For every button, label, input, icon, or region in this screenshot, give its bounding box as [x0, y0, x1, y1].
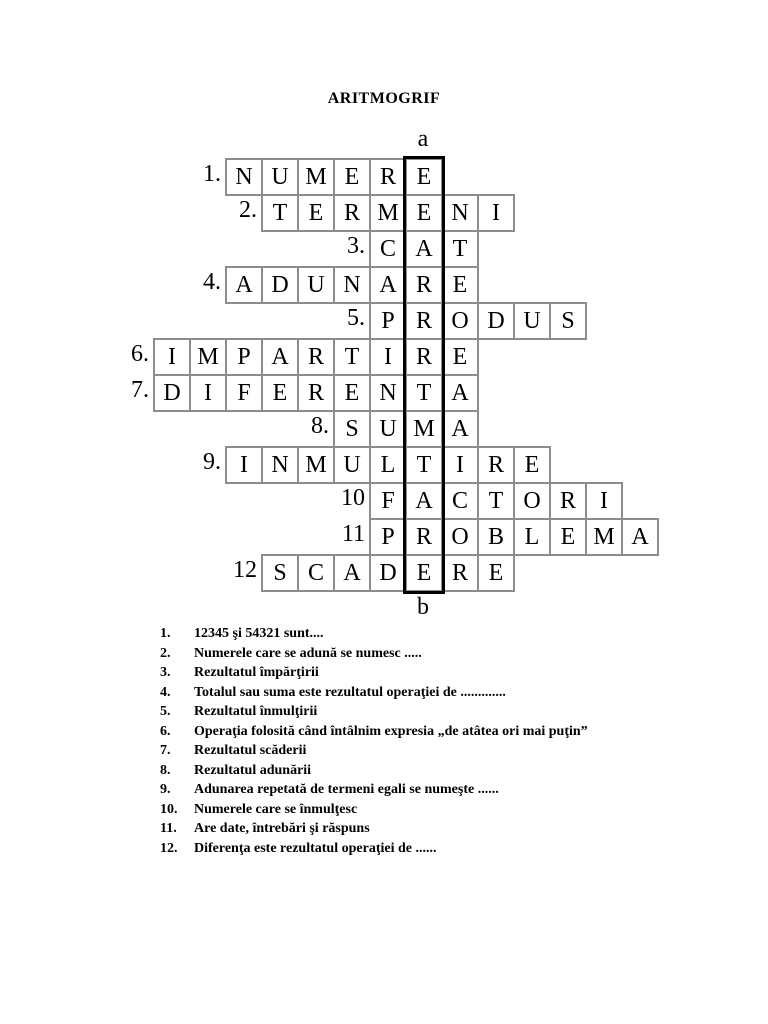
row-number: 11 [341, 521, 365, 547]
crossword-cell: I [441, 446, 479, 484]
crossword-cell: E [261, 374, 299, 412]
crossword-cell: T [261, 194, 299, 232]
crossword-cell: N [261, 446, 299, 484]
crossword-cell: M [405, 410, 443, 448]
crossword-cell: R [405, 338, 443, 376]
crossword-cell: U [333, 446, 371, 484]
crossword-cell: N [225, 158, 263, 196]
clue-item [160, 663, 720, 683]
crossword-cell: N [441, 194, 479, 232]
clue-text: Totalul sau suma este rezultatul operaţiei de ............. [194, 684, 506, 700]
clue-text: Rezultatul înmulţirii [194, 704, 318, 719]
crossword-cell: A [621, 518, 659, 556]
crossword-cell: R [441, 554, 479, 592]
crossword-cell: D [261, 266, 299, 304]
crossword-cell: N [333, 266, 371, 304]
crossword-cell: N [369, 374, 407, 412]
row-number: 3. [347, 233, 365, 259]
crossword-cell: D [477, 302, 515, 340]
crossword-cell: I [225, 446, 263, 484]
crossword-cell: R [297, 338, 335, 376]
clue-number: 11. [160, 821, 177, 836]
clue-number: 6. [160, 723, 171, 739]
clue-item [160, 761, 720, 781]
clue-number: 7. [160, 743, 171, 758]
crossword-cell: A [333, 554, 371, 592]
crossword-cell: M [297, 446, 335, 484]
clue-text: Rezultatul scăderii [194, 743, 307, 758]
crossword-cell: A [441, 374, 479, 412]
crossword-cell: M [189, 338, 227, 376]
page-title: ARITMOGRIF [327, 90, 441, 107]
crossword-cell: A [405, 230, 443, 268]
crossword-cell: B [477, 518, 515, 556]
crossword-cell: S [261, 554, 299, 592]
clue-number: 8. [160, 762, 171, 778]
crossword-cell: T [405, 374, 443, 412]
clue-number: 10. [160, 801, 178, 817]
crossword-cell: P [225, 338, 263, 376]
crossword-cell: F [225, 374, 263, 412]
crossword-cell: U [297, 266, 335, 304]
crossword-cell: R [549, 482, 587, 520]
crossword-cell: O [441, 518, 479, 556]
clue-item [160, 839, 720, 859]
clue-text: Adunarea repetată de termeni egali se numeşte ...... [194, 782, 499, 797]
row-number: 2. [239, 197, 257, 223]
clue-text: 12345 şi 54321 sunt.... [194, 626, 324, 641]
row-number: 6. [131, 341, 149, 367]
clue-item [160, 722, 720, 742]
crossword-cell: E [333, 374, 371, 412]
crossword-cell: O [513, 482, 551, 520]
crossword-cell: U [369, 410, 407, 448]
clue-text: Numerele care se adună se numesc ..... [194, 645, 422, 661]
clue-item [160, 819, 720, 839]
crossword-cell: E [441, 338, 479, 376]
crossword-cell: E [297, 194, 335, 232]
clue-item [160, 624, 720, 644]
clue-text: Diferenţa este rezultatul operaţiei de ...... [194, 840, 437, 856]
crossword-cell: L [369, 446, 407, 484]
crossword-cell: T [441, 230, 479, 268]
crossword-cell: R [477, 446, 515, 484]
crossword-cell: P [369, 302, 407, 340]
clue-item [160, 644, 720, 664]
crossword-cell: D [369, 554, 407, 592]
clue-text: Rezultatul împărţirii [194, 665, 319, 680]
crossword-cell: E [513, 446, 551, 484]
crossword-cell: P [369, 518, 407, 556]
clue-text: Are date, întrebări şi răspuns [194, 821, 370, 836]
crossword-cell: I [369, 338, 407, 376]
crossword-cell: A [441, 410, 479, 448]
crossword-cell: I [477, 194, 515, 232]
clue-text: Operaţia folosită când întâlnim expresia „de atâtea ori mai puţin” [194, 723, 588, 739]
crossword-cell: U [261, 158, 299, 196]
crossword-cell: M [585, 518, 623, 556]
clue-number: 2. [160, 645, 171, 661]
row-number: 9. [203, 449, 221, 475]
crossword-cell: E [441, 266, 479, 304]
crossword-cell: R [369, 158, 407, 196]
crossword-cell: E [477, 554, 515, 592]
crossword-cell: D [153, 374, 191, 412]
crossword-cell: R [333, 194, 371, 232]
crossword-cell: I [585, 482, 623, 520]
crossword-cell: U [513, 302, 551, 340]
row-number: 8. [311, 413, 329, 439]
crossword-cell: E [405, 554, 443, 592]
crossword-cell: R [405, 266, 443, 304]
crossword-cell: R [405, 302, 443, 340]
crossword-cell: E [549, 518, 587, 556]
clue-text: Rezultatul adunării [194, 762, 312, 778]
key-column-outline [403, 156, 445, 594]
crossword-cell: R [405, 518, 443, 556]
crossword-cell: C [441, 482, 479, 520]
crossword-cell: I [153, 338, 191, 376]
clue-number: 12. [160, 840, 178, 856]
row-number: 7. [131, 377, 149, 403]
crossword-cell: A [225, 266, 263, 304]
crossword-cell: T [333, 338, 371, 376]
clue-list [160, 624, 720, 858]
clue-text: Numerele care se înmulţesc [194, 801, 358, 817]
crossword-cell: R [297, 374, 335, 412]
crossword-cell: M [297, 158, 335, 196]
column-label-top: a [417, 126, 429, 152]
crossword-cell: I [189, 374, 227, 412]
clue-item [160, 800, 720, 820]
clue-number: 1. [160, 626, 171, 641]
crossword-cell: L [513, 518, 551, 556]
clue-number: 5. [160, 704, 171, 719]
crossword-cell: A [405, 482, 443, 520]
clue-item [160, 683, 720, 703]
crossword-cell: E [333, 158, 371, 196]
crossword-cell: S [333, 410, 371, 448]
clue-item [160, 741, 720, 761]
clue-number: 4. [160, 684, 171, 700]
row-number: 12 [233, 557, 257, 583]
crossword-cell: E [405, 194, 443, 232]
row-number: 10 [341, 485, 365, 511]
crossword-cell: C [369, 230, 407, 268]
crossword-cell: A [369, 266, 407, 304]
crossword-cell: S [549, 302, 587, 340]
crossword-cell: E [405, 158, 443, 196]
column-label-bottom: b [417, 594, 429, 620]
crossword-cell: A [261, 338, 299, 376]
crossword-cell: F [369, 482, 407, 520]
crossword-cell: T [477, 482, 515, 520]
clue-number: 9. [160, 782, 171, 797]
row-number: 1. [203, 161, 221, 187]
row-number: 4. [203, 269, 221, 295]
row-number: 5. [347, 305, 365, 331]
crossword-cell: O [441, 302, 479, 340]
crossword-cell: M [369, 194, 407, 232]
clue-number: 3. [160, 665, 171, 680]
clue-item [160, 702, 720, 722]
clue-item [160, 780, 720, 800]
crossword-cell: T [405, 446, 443, 484]
crossword-cell: C [297, 554, 335, 592]
